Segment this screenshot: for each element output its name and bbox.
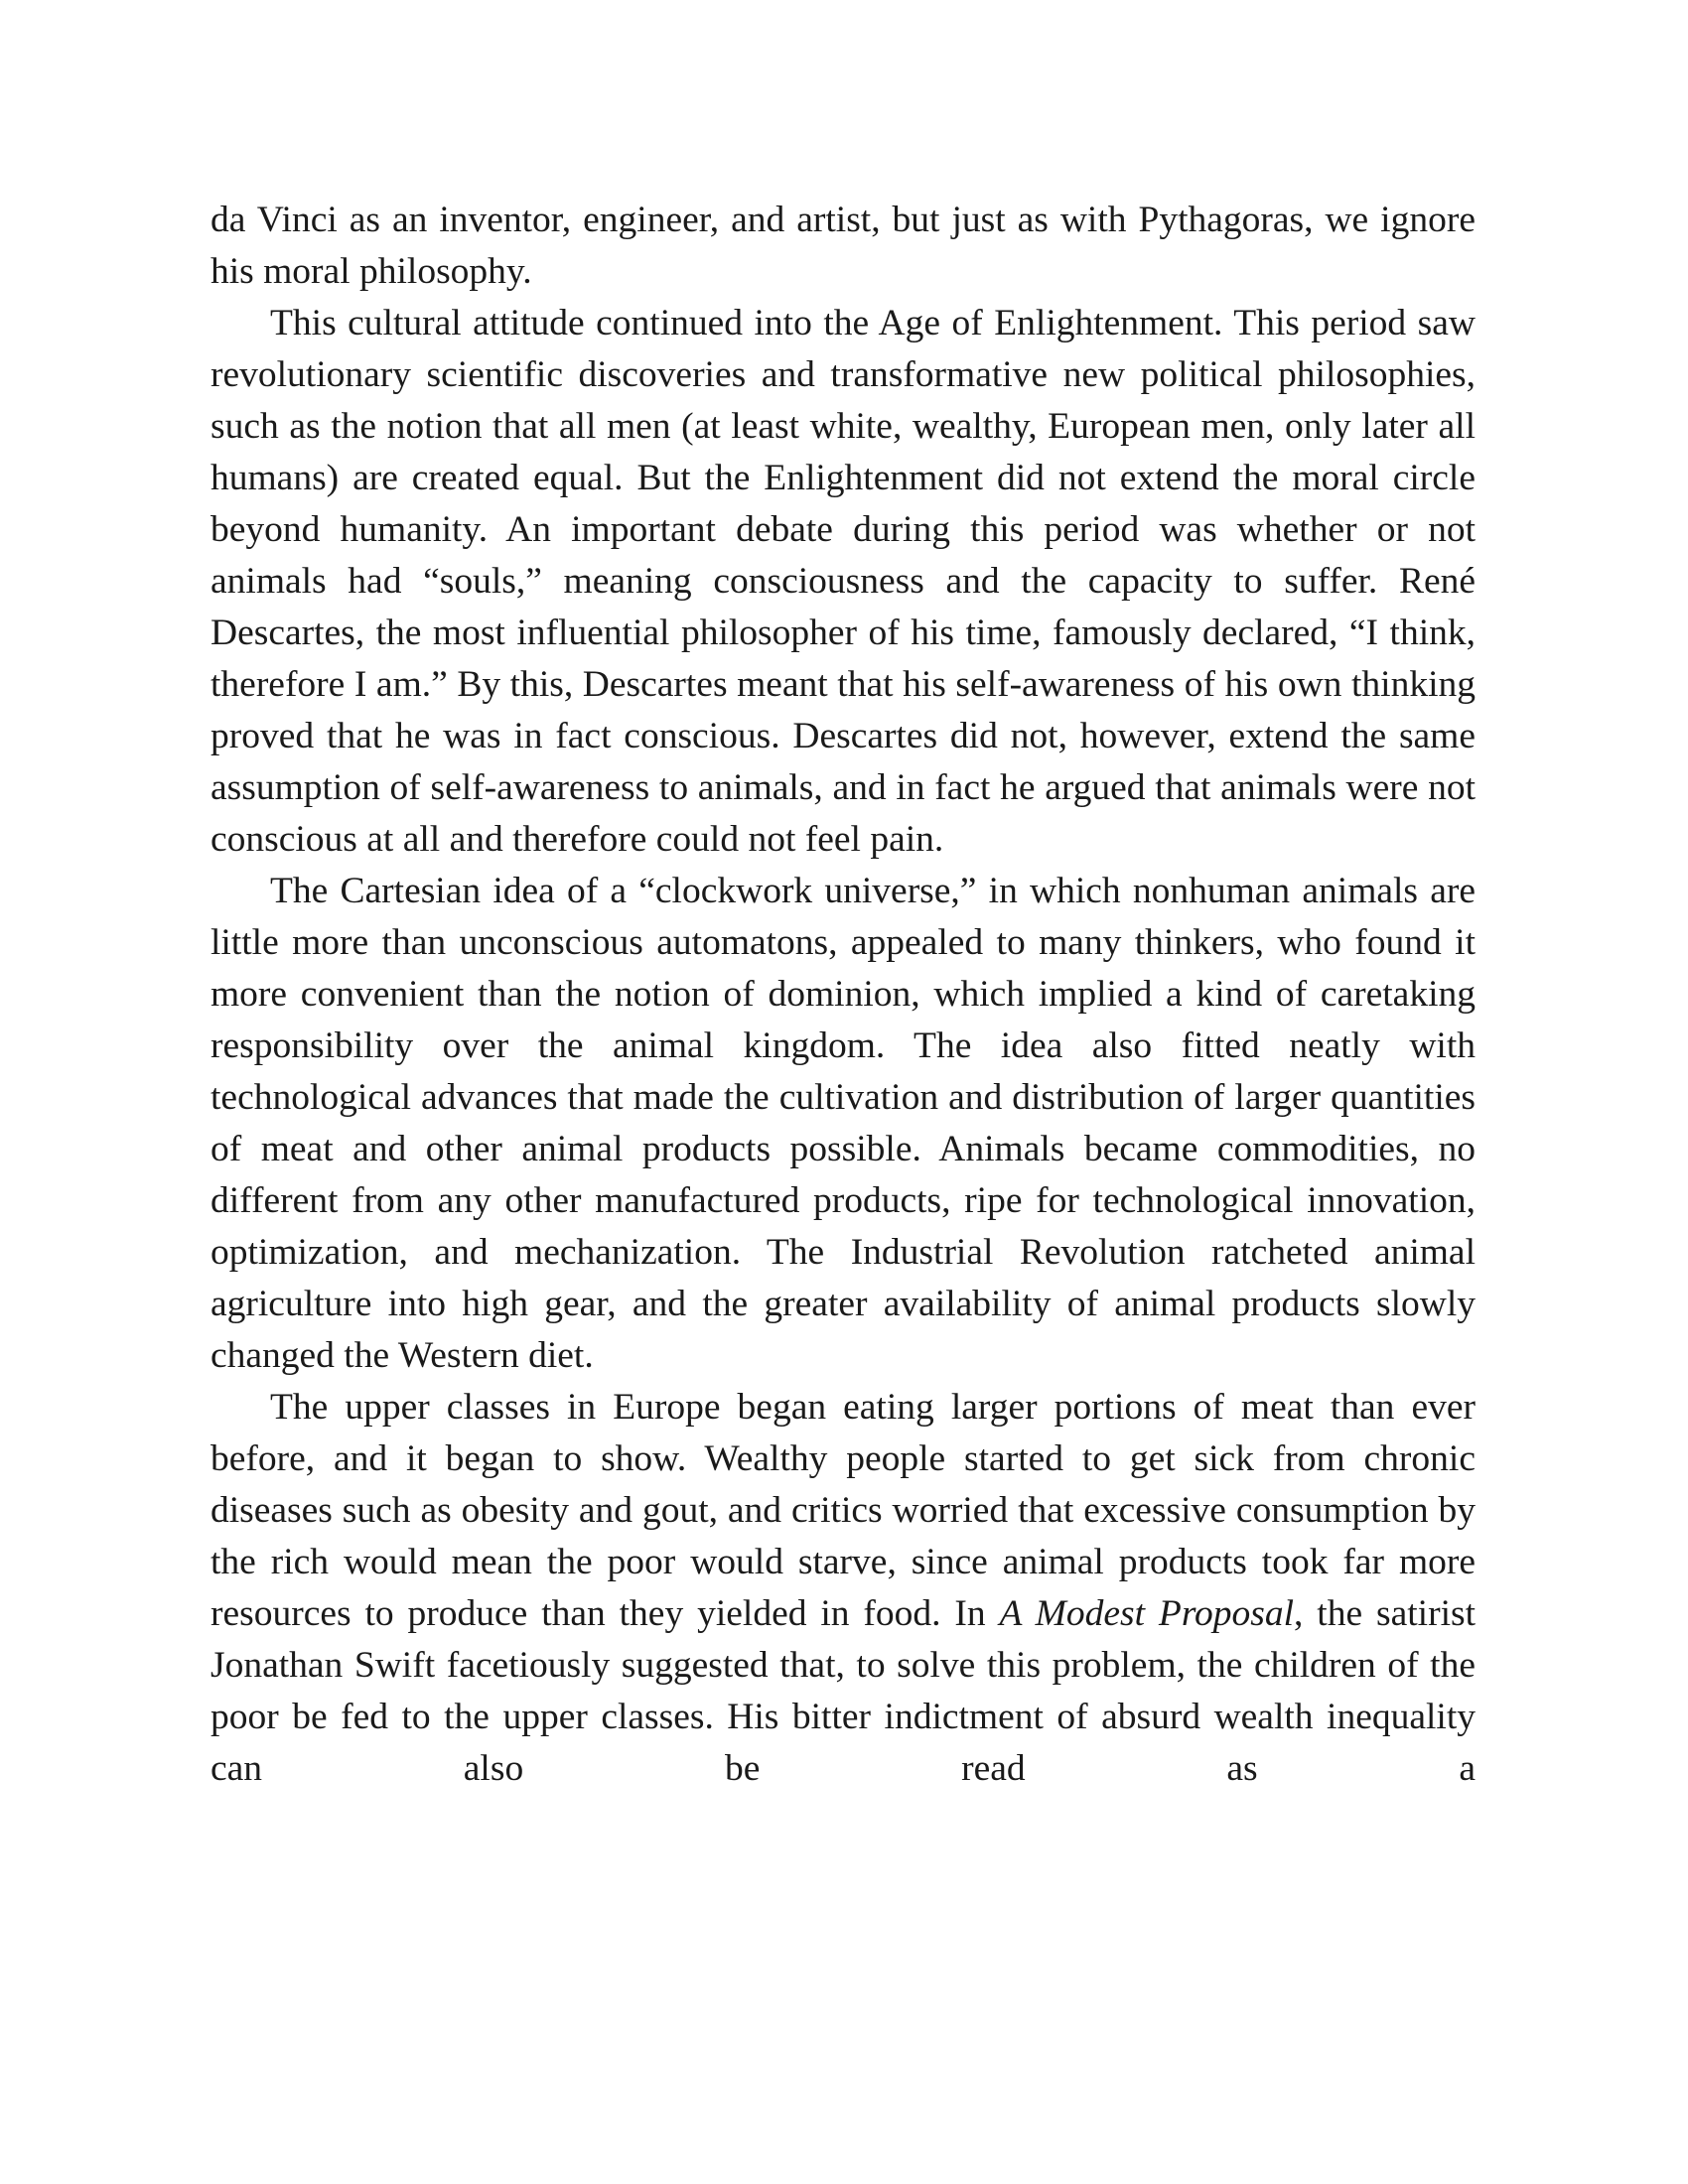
paragraph-3: The Cartesian idea of a “clockwork universe,” in which nonhuman animals are little more than unconscious automatons, appealed to many thinkers, who found it more convenient than the notion of dominion, which implied a kind of caretaking responsibility over the animal kingdom. The idea also fitted neatly with technological advances that made the cultivation and distribution of larger quantities of meat and other animal products possible. Animals became commodities, no different from any other manufactured products, ripe for technological innovation, optimization, and mechanization. The Industrial Revolution ratcheted animal agriculture into high gear, and the greater availability of animal products slowly changed the Western diet. — [211, 871, 1476, 1376]
page-body — [211, 195, 1476, 1795]
book-title: A Modest Proposal — [999, 1593, 1295, 1634]
paragraph-4 — [211, 1382, 1476, 1795]
paragraph-2: This cultural attitude continued into the Age of Enlightenment. This period saw revolutionary scientific discoveries and transformative new political philosophies, such as the notion that all men (at least white, wealthy, European men, only later all humans) are created equal. But the Enlightenment did not extend the moral circle beyond humanity. An important debate during this period was whether or not animals had “souls,” meaning consciousness and the capacity to suffer. René Descartes, the most influential philosopher of his time, famously declared, “I think, therefore I am.” By this, Descartes meant that his self-awareness of his own thinking proved that he was in fact conscious. Descartes did not, however, extend the same assumption of self-awareness to animals, and in fact he argued that animals were not conscious at all and therefore could not feel pain. — [211, 303, 1476, 860]
paragraph-1: da Vinci as an inventor, engineer, and artist, but just as with Pythagoras, we ignore his moral philosophy. — [211, 200, 1476, 292]
paragraph-4-text-start: The upper classes in Europe began eating larger portions of meat than ever before, and it began to show. Wealthy people started to get sick from chronic diseases such as obesity and gout, and critics worried that excessive consumption by the rich would mean the poor would starve, since animal products took far more resources to produce than they yielded in food. In — [211, 1387, 1476, 1634]
paragraph-4-text-end: , the satirist Jonathan Swift facetiously suggested that, to solve this problem, the children of the poor be fed to the upper classes. His bitter indictment of absurd wealth inequality can also be read as a — [211, 1593, 1476, 1789]
